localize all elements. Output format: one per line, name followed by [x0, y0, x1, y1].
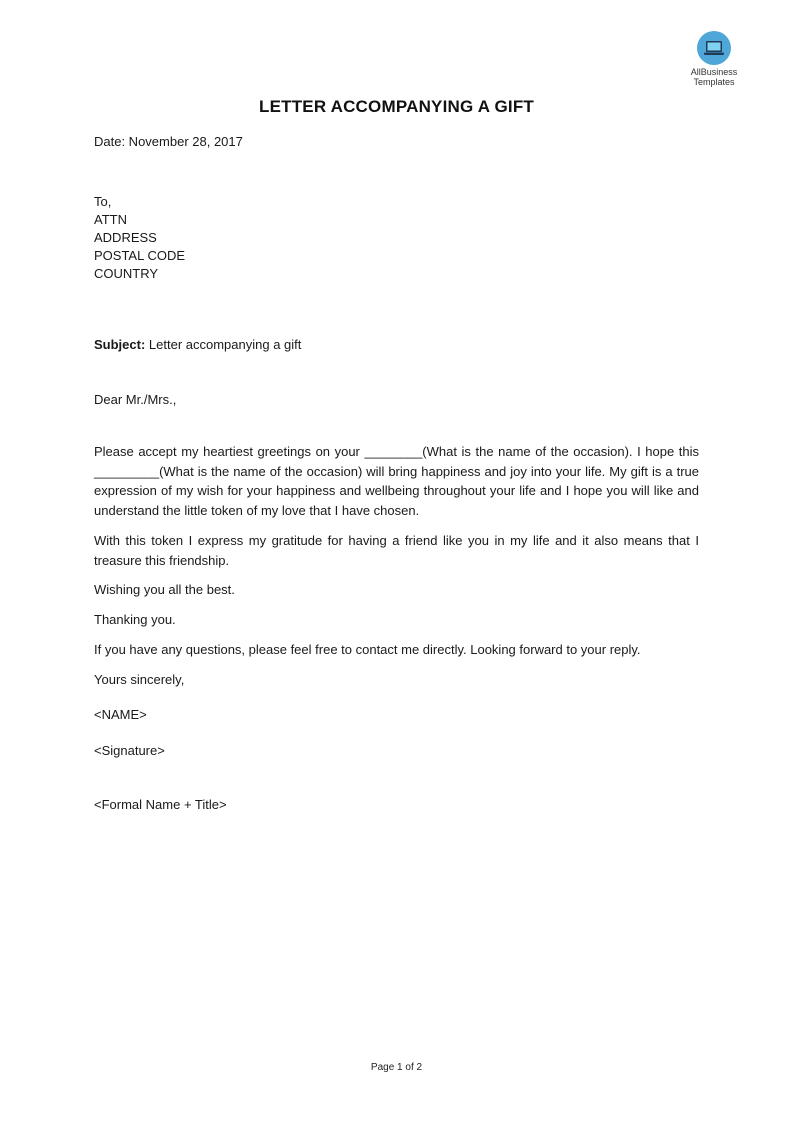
document-title: LETTER ACCOMPANYING A GIFT	[259, 97, 534, 116]
address-country: COUNTRY	[94, 266, 159, 281]
subject-text: Letter accompanying a gift	[145, 337, 302, 352]
body-paragraph-1: Please accept my heartiest greetings on your ________(What is the name of the occasion). I hope this _________(What is the name of the occasion) will bring happiness and joy into your life. My gift is a true expression of my wish for your happiness and wellbeing throughout your life and I hope you will like and understand the little token of my love that I have chosen.	[94, 444, 699, 518]
logo-text	[678, 67, 750, 87]
salutation: Dear Mr./Mrs.,	[94, 392, 177, 407]
logo-line-1: AllBusiness	[690, 67, 738, 77]
body-paragraph-2: With this token I express my gratitude for having a friend like you in my life and it also means that I treasure this friendship.	[94, 533, 699, 568]
formal-name-title: <Formal Name + Title>	[94, 797, 227, 812]
body-paragraph-4: Thanking you.	[94, 612, 176, 627]
logo-line-2: Templates	[693, 77, 735, 87]
page-number: Page 1 of 2	[370, 1062, 423, 1073]
address-address: ADDRESS	[94, 230, 157, 245]
body-paragraph-3: Wishing you all the best.	[94, 582, 235, 597]
body-paragraph-5: If you have any questions, please feel free to contact me directly. Looking forward to your reply.	[94, 642, 641, 657]
date-line: Date: November 28, 2017	[94, 134, 243, 149]
laptop-icon	[697, 31, 731, 65]
address-to: To,	[94, 194, 112, 209]
signature-placeholder: <Signature>	[94, 743, 165, 758]
brand-logo	[678, 31, 750, 87]
subject-line	[94, 336, 301, 354]
signature-name: <NAME>	[94, 707, 147, 722]
address-postal: POSTAL CODE	[94, 248, 186, 263]
closing: Yours sincerely,	[94, 672, 185, 687]
subject-label: Subject:	[94, 337, 146, 352]
address-attn: ATTN	[94, 212, 127, 227]
